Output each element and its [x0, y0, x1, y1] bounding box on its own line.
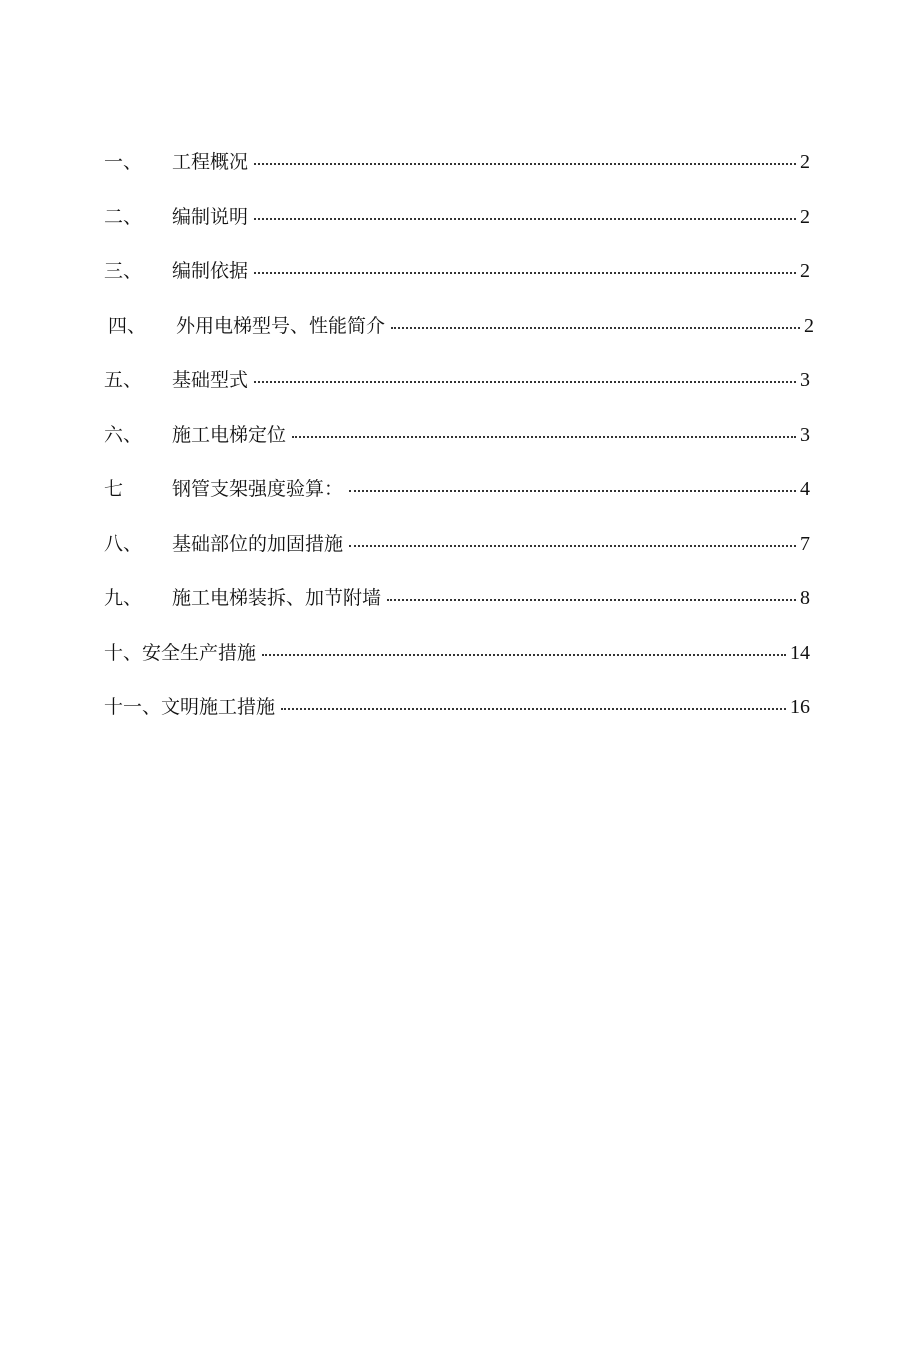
toc-entry-title: 外用电梯型号、性能简介: [176, 314, 386, 337]
toc-entry-title: 工程概况: [172, 151, 249, 173]
dot-leader: [262, 654, 786, 656]
toc-entry[interactable]: [104, 588, 810, 643]
toc-entry-title: 编制依据: [172, 260, 249, 282]
toc-entry[interactable]: [104, 370, 810, 425]
toc-entry[interactable]: [104, 534, 810, 589]
dot-leader: [349, 545, 796, 547]
toc-entry-number: 十、: [104, 641, 143, 664]
dot-leader: [391, 327, 800, 329]
toc-entry[interactable]: [104, 425, 810, 480]
toc-entry[interactable]: [104, 479, 810, 534]
toc-entry-page: 8: [800, 587, 810, 609]
toc-entry-page: 7: [800, 532, 810, 555]
toc-entry-title: 基础部位的加固措施: [172, 532, 344, 555]
toc-entry-number: 五、: [104, 369, 143, 391]
toc-entry-page: 2: [804, 314, 814, 337]
table-of-contents: [104, 151, 814, 752]
toc-entry-title: 施工电梯装拆、加节附墙: [172, 587, 382, 609]
dot-leader: [349, 490, 796, 492]
toc-entry-title: 编制说明: [172, 205, 249, 228]
toc-entry[interactable]: [104, 152, 810, 207]
toc-entry-title: 钢管支架强度验算：: [172, 478, 344, 500]
toc-entry-page: 2: [800, 205, 810, 228]
toc-entry-number: 十一、: [104, 696, 162, 718]
toc-entry-number: 七: [104, 478, 124, 500]
dot-leader: [254, 163, 796, 165]
toc-entry[interactable]: [104, 316, 814, 371]
toc-entry[interactable]: [104, 207, 810, 262]
toc-entry-page: 3: [800, 369, 810, 391]
toc-entry-number: 四、: [108, 314, 147, 337]
toc-entry-number: 一、: [104, 151, 143, 173]
toc-entry-page: 16: [790, 696, 810, 718]
dot-leader: [254, 272, 796, 274]
toc-entry-title: 文明施工措施: [161, 696, 276, 718]
toc-entry-page: 14: [790, 641, 810, 664]
toc-entry[interactable]: [104, 643, 810, 698]
dot-leader: [254, 218, 796, 220]
toc-entry-number: 九、: [104, 587, 143, 609]
dot-leader: [387, 599, 796, 601]
toc-entry[interactable]: [104, 261, 810, 316]
toc-entry-title: 安全生产措施: [142, 641, 257, 664]
toc-entry-number: 八、: [104, 532, 143, 555]
toc-entry-page: 4: [800, 478, 810, 500]
toc-entry-page: 2: [800, 151, 810, 173]
toc-entry-title: 施工电梯定位: [172, 423, 287, 446]
dot-leader: [254, 381, 796, 383]
toc-entry-title: 基础型式: [172, 369, 249, 391]
toc-entry-page: 3: [800, 423, 810, 446]
toc-entry-number: 三、: [104, 260, 143, 282]
toc-entry-number: 二、: [104, 205, 143, 228]
dot-leader: [281, 708, 786, 710]
dot-leader: [292, 436, 796, 438]
toc-entry-number: 六、: [104, 423, 143, 446]
toc-entry-page: 2: [800, 260, 810, 282]
toc-entry[interactable]: [104, 697, 810, 752]
